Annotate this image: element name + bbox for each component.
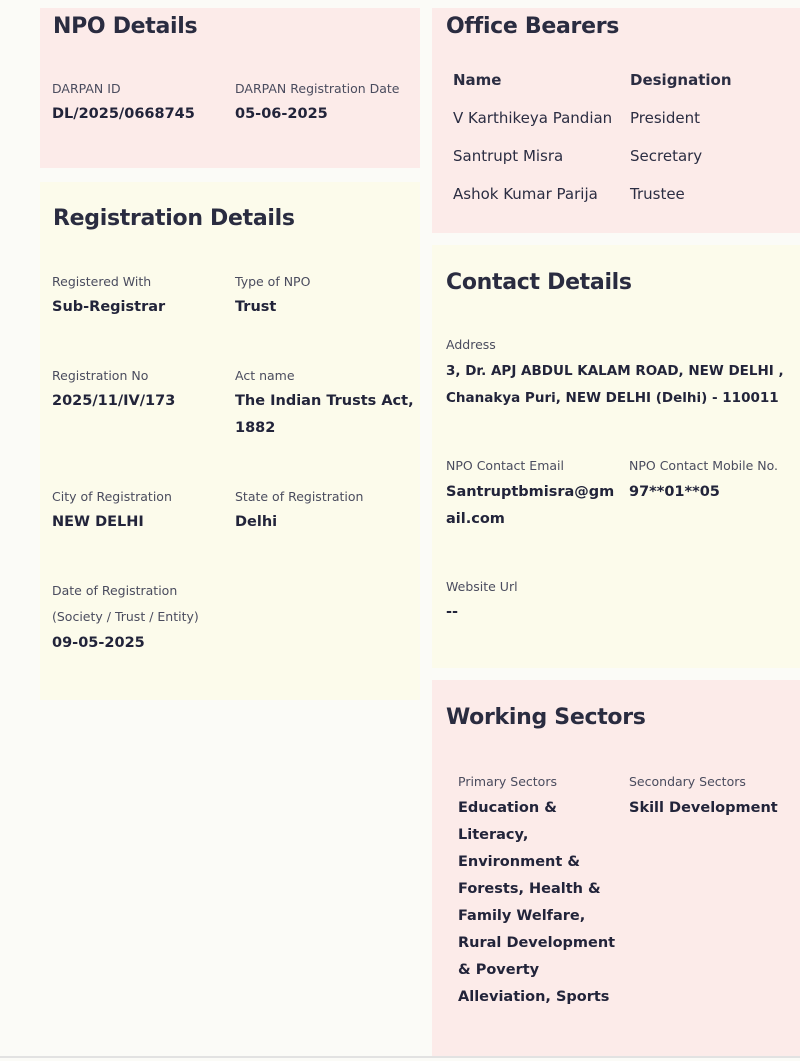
city-label: City of Registration [52,489,172,504]
registration-no-label: Registration No [52,368,149,383]
registration-date-label: Date of Registration [52,583,178,598]
email-label: NPO Contact Email [446,458,564,473]
npo-type-value: Trust [235,299,277,315]
primary-sector-line: Forests, Health & [458,881,601,897]
darpan-id-value: DL/2025/0668745 [52,106,195,122]
city-value: NEW DELHI [52,514,144,530]
bearer-designation: Trustee [630,185,685,203]
darpan-reg-date-label: DARPAN Registration Date [235,81,400,96]
state-value: Delhi [235,514,278,530]
mobile-label: NPO Contact Mobile No. [629,458,779,473]
act-name-value: The Indian Trusts Act, [235,393,414,409]
address-label: Address [446,337,496,352]
primary-sector-line: Family Welfare, [458,908,586,924]
registration-no-value: 2025/11/IV/173 [52,393,176,409]
bearer-name: V Karthikeya Pandian [453,109,613,127]
address-value: 3, Dr. APJ ABDUL KALAM ROAD, NEW DELHI , [446,363,784,379]
bottom-divider [0,1056,800,1058]
npo-details-card [40,8,420,168]
primary-sector-line: Rural Development [458,935,616,951]
primary-sectors-label: Primary Sectors [458,774,557,789]
bearer-name: Ashok Kumar Parija [453,185,598,203]
bearer-designation-header: Designation [630,71,732,89]
bearer-name: Santrupt Misra [453,147,564,165]
darpan-id-label: DARPAN ID [52,81,121,96]
bearer-designation: Secretary [630,147,703,165]
working-sectors-card [432,680,800,1056]
contact-details-card [432,245,800,668]
address-value-cont: Chanakya Puri, NEW DELHI (Delhi) - 110011 [446,390,779,406]
secondary-sector-value: Skill Development [629,800,778,816]
primary-sector-line: Environment & [458,854,580,870]
working-sectors-title: Working Sectors [446,705,646,730]
registration-date-value: 09-05-2025 [52,635,145,651]
registration-date-sublabel: (Society / Trust / Entity) [52,609,199,624]
contact-details-title: Contact Details [446,270,632,295]
bearer-designation: President [630,109,700,127]
darpan-reg-date-value: 05-06-2025 [235,106,328,122]
bearer-name-header: Name [453,71,502,89]
act-name-value-cont: 1882 [235,420,276,436]
state-label: State of Registration [235,489,364,504]
primary-sector-line: Alleviation, Sports [458,989,610,1005]
email-value: Santruptbmisra@gm [446,484,615,500]
primary-sector-line: Literacy, [458,827,529,843]
registration-details-card [40,182,420,700]
website-value: -- [446,604,459,620]
secondary-sectors-label: Secondary Sectors [629,774,746,789]
registration-details-title: Registration Details [53,206,295,231]
registered-with-value: Sub-Registrar [52,299,166,315]
npo-type-label: Type of NPO [235,274,311,289]
website-label: Website Url [446,579,518,594]
act-name-label: Act name [235,368,295,383]
primary-sector-line: & Poverty [458,962,540,978]
email-value-cont: ail.com [446,511,505,527]
mobile-value: 97**01**05 [629,484,720,500]
primary-sector-line: Education & [458,800,557,816]
registered-with-label: Registered With [52,274,152,289]
npo-details-title: NPO Details [53,14,198,39]
office-bearers-title: Office Bearers [446,14,620,39]
office-bearers-card [432,8,800,233]
